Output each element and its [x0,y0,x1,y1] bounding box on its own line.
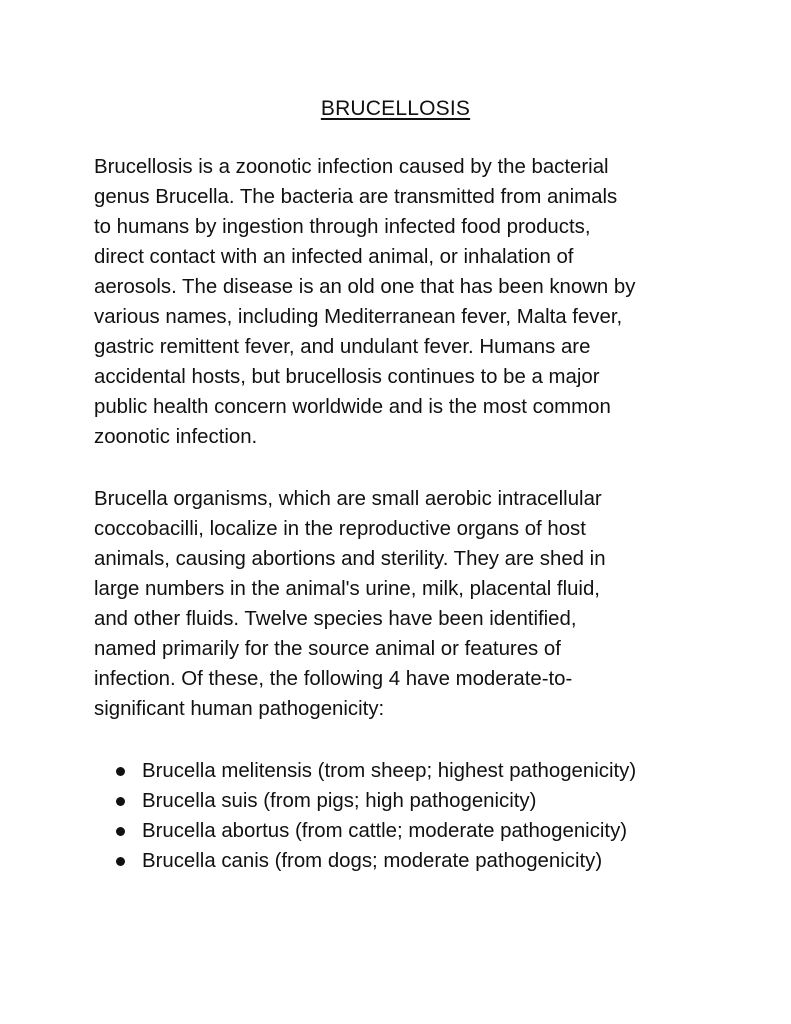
paragraph-organisms [94,484,714,724]
document-title: BRUCELLOSIS [320,97,471,120]
bullet-icon [116,797,125,806]
paragraph-line: animals, causing abortions and sterility. They are shed in [94,548,606,570]
paragraph-line: zoonotic infection. [94,426,258,448]
list-item [112,816,636,846]
bullet-icon [116,767,125,776]
paragraph-line: Brucellosis is a zoonotic infection caused by the bacterial [94,156,609,178]
paragraph-line: infection. Of these, the following 4 have moderate-to- [94,668,573,690]
species-list [112,756,636,876]
paragraph-line: and other fluids. Twelve species have been identified, [94,608,577,630]
paragraph-line: gastric remittent fever, and undulant fever. Humans are [94,336,591,358]
list-item-text: Brucella canis (from dogs; moderate pathogenicity) [142,850,603,872]
paragraph-line: public health concern worldwide and is the most common [94,396,611,418]
bullet-icon [116,857,125,866]
list-item [112,786,636,816]
paragraph-line: to humans by ingestion through infected food products, [94,216,591,238]
paragraph-introduction [94,152,714,452]
paragraph-line: named primarily for the source animal or features of [94,638,561,660]
list-item [112,846,636,876]
paragraph-line: direct contact with an infected animal, or inhalation of [94,246,574,268]
paragraph-line: Brucella organisms, which are small aerobic intracellular [94,488,602,510]
bullet-icon [116,827,125,836]
paragraph-line: accidental hosts, but brucellosis continues to be a major [94,366,600,388]
paragraph-line: aerosols. The disease is an old one that has been known by [94,276,636,298]
paragraph-line: genus Brucella. The bacteria are transmitted from animals [94,186,618,208]
paragraph-line: significant human pathogenicity: [94,698,385,720]
paragraph-line: various names, including Mediterranean fever, Malta fever, [94,306,623,328]
list-item-text: Brucella abortus (from cattle; moderate pathogenicity) [142,820,628,842]
paragraph-line: coccobacilli, localize in the reproductive organs of host [94,518,586,540]
list-item [112,756,636,786]
paragraph-line: large numbers in the animal's urine, milk, placental fluid, [94,578,600,600]
list-item-text: Brucella suis (from pigs; high pathogenicity) [142,790,537,812]
list-item-text: Brucella melitensis (trom sheep; highest pathogenicity) [142,760,637,782]
